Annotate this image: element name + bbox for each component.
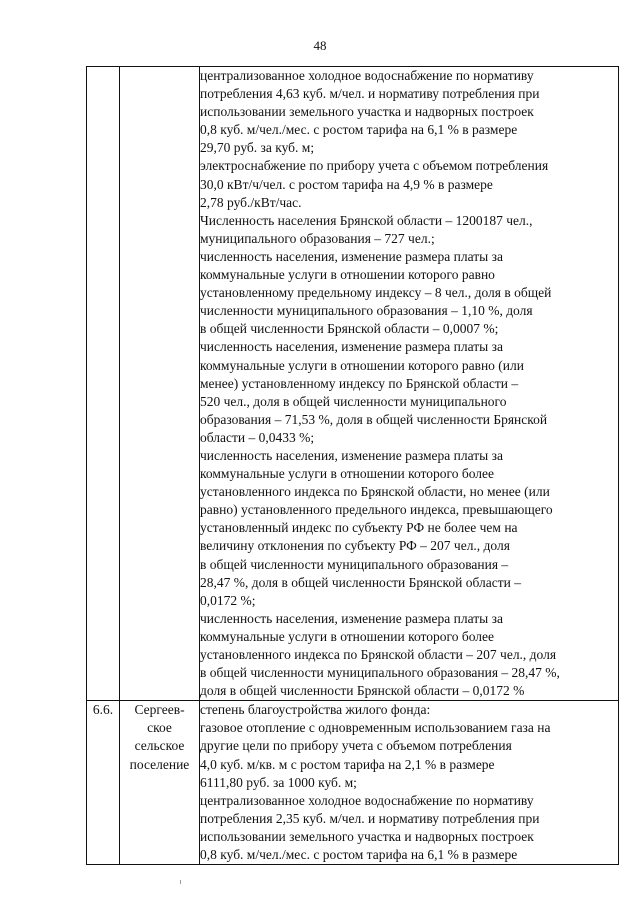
description-line: 0,8 куб. м/чел./мес. с ростом тарифа на 6,1 % в размере <box>200 847 518 863</box>
description-line: газовое отопление с одновременным использованием газа на <box>200 720 551 736</box>
description-line: другие цели по прибору учета с объемом потребления <box>200 738 512 754</box>
description-line: области – 0,0433 %; <box>200 429 315 445</box>
description-line: численность населения, изменение размера платы за <box>200 610 503 626</box>
description-line: использовании земельного участка и надворных построек <box>200 828 534 844</box>
row-number-cell <box>87 67 120 701</box>
description-line: величину отклонения по субъекту РФ – 207 чел., доля <box>200 538 510 554</box>
description-line: образования – 71,53 %, доля в общей численности Брянской <box>200 411 548 427</box>
description-line: 0,8 куб. м/чел./мес. с ростом тарифа на 6,1 % в размере <box>200 122 518 138</box>
page-number: 48 <box>313 38 327 53</box>
description-line: электроснабжение по прибору учета с объемом потребления <box>200 158 549 174</box>
description-line: равно) установленного предельного индекса, превышающего <box>200 502 553 518</box>
municipality-name-line: поселение <box>129 756 190 772</box>
description-line: степень благоустройства жилого фонда: <box>200 702 431 718</box>
description-line: коммунальные услуги в отношении которого более <box>200 628 494 644</box>
table-row <box>87 701 619 865</box>
description-cell <box>200 67 619 701</box>
description-line: в общей численности муниципального образования – <box>200 556 509 572</box>
description-line: численность населения, изменение размера платы за <box>200 248 503 264</box>
description-line: установленный индекс по субъекту РФ не более чем на <box>200 520 518 536</box>
description-line: установленного индекса по Брянской области – 207 чел., доля <box>200 647 557 662</box>
description-line: коммунальные услуги в отношении которого равно (или <box>200 357 524 373</box>
description-line: 30,0 кВт/ч/чел. с ростом тарифа на 4,9 % в размере <box>200 176 493 192</box>
description-line: доля в общей численности Брянской области – 0,0172 % <box>200 683 525 699</box>
municipality-name-line: Сергеев- <box>134 702 185 718</box>
description-line: коммунальные услуги в отношении которого более <box>200 466 494 482</box>
description-line: Численность населения Брянской области – 1200187 чел., <box>200 212 533 228</box>
description-line: установленного индекса по Брянской области, но менее (или <box>200 484 550 500</box>
description-line: 29,70 руб. за куб. м; <box>200 140 315 156</box>
description-line: централизованное холодное водоснабжение по нормативу <box>200 792 534 808</box>
scan-artifact-mark <box>180 880 181 884</box>
description-line: численность населения, изменение размера платы за <box>200 447 503 463</box>
description-line: 520 чел., доля в общей численности муниципального <box>200 393 507 409</box>
description-line: менее) установленному индексу по Брянской области – <box>200 375 519 391</box>
description-line: коммунальные услуги в отношении которого равно <box>200 267 495 283</box>
description-line: централизованное холодное водоснабжение по нормативу <box>200 68 534 83</box>
description-line: в общей численности муниципального образования – 28,47 %, <box>200 665 560 681</box>
municipality-name-cell <box>120 701 200 865</box>
description-line: 6111,80 руб. за 1000 куб. м; <box>200 774 357 790</box>
description-cell <box>200 701 619 865</box>
description-line: 0,0172 %; <box>200 592 256 608</box>
description-line: использовании земельного участка и надворных построек <box>200 104 534 120</box>
description-line: численности муниципального образования – 1,10 %, доля <box>200 303 533 319</box>
description-line: в общей численности Брянской области – 0,0007 %; <box>200 321 499 337</box>
row-number-cell <box>87 701 120 865</box>
description-line: 28,47 %, доля в общей численности Брянской области – <box>200 574 522 590</box>
row-number: 6.6. <box>92 702 114 718</box>
description-line: 4,0 куб. м/кв. м с ростом тарифа на 2,1 % в размере <box>200 756 495 772</box>
description-line: установленному предельному индексу – 8 чел., доля в общей <box>200 285 552 301</box>
municipality-name-line: сельское <box>134 738 185 754</box>
description-line: численность населения, изменение размера платы за <box>200 339 503 355</box>
municipality-name-line: ское <box>147 720 172 736</box>
description-line: потребления 2,35 куб. м/чел. и нормативу потребления при <box>200 810 540 826</box>
description-line: муниципального образования – 727 чел.; <box>200 230 435 246</box>
tariff-table <box>86 66 619 865</box>
table-row <box>87 67 619 701</box>
municipality-name-cell <box>120 67 200 701</box>
description-line: 2,78 руб./кВт/час. <box>200 194 302 210</box>
description-line: потребления 4,63 куб. м/чел. и нормативу потребления при <box>200 86 540 102</box>
